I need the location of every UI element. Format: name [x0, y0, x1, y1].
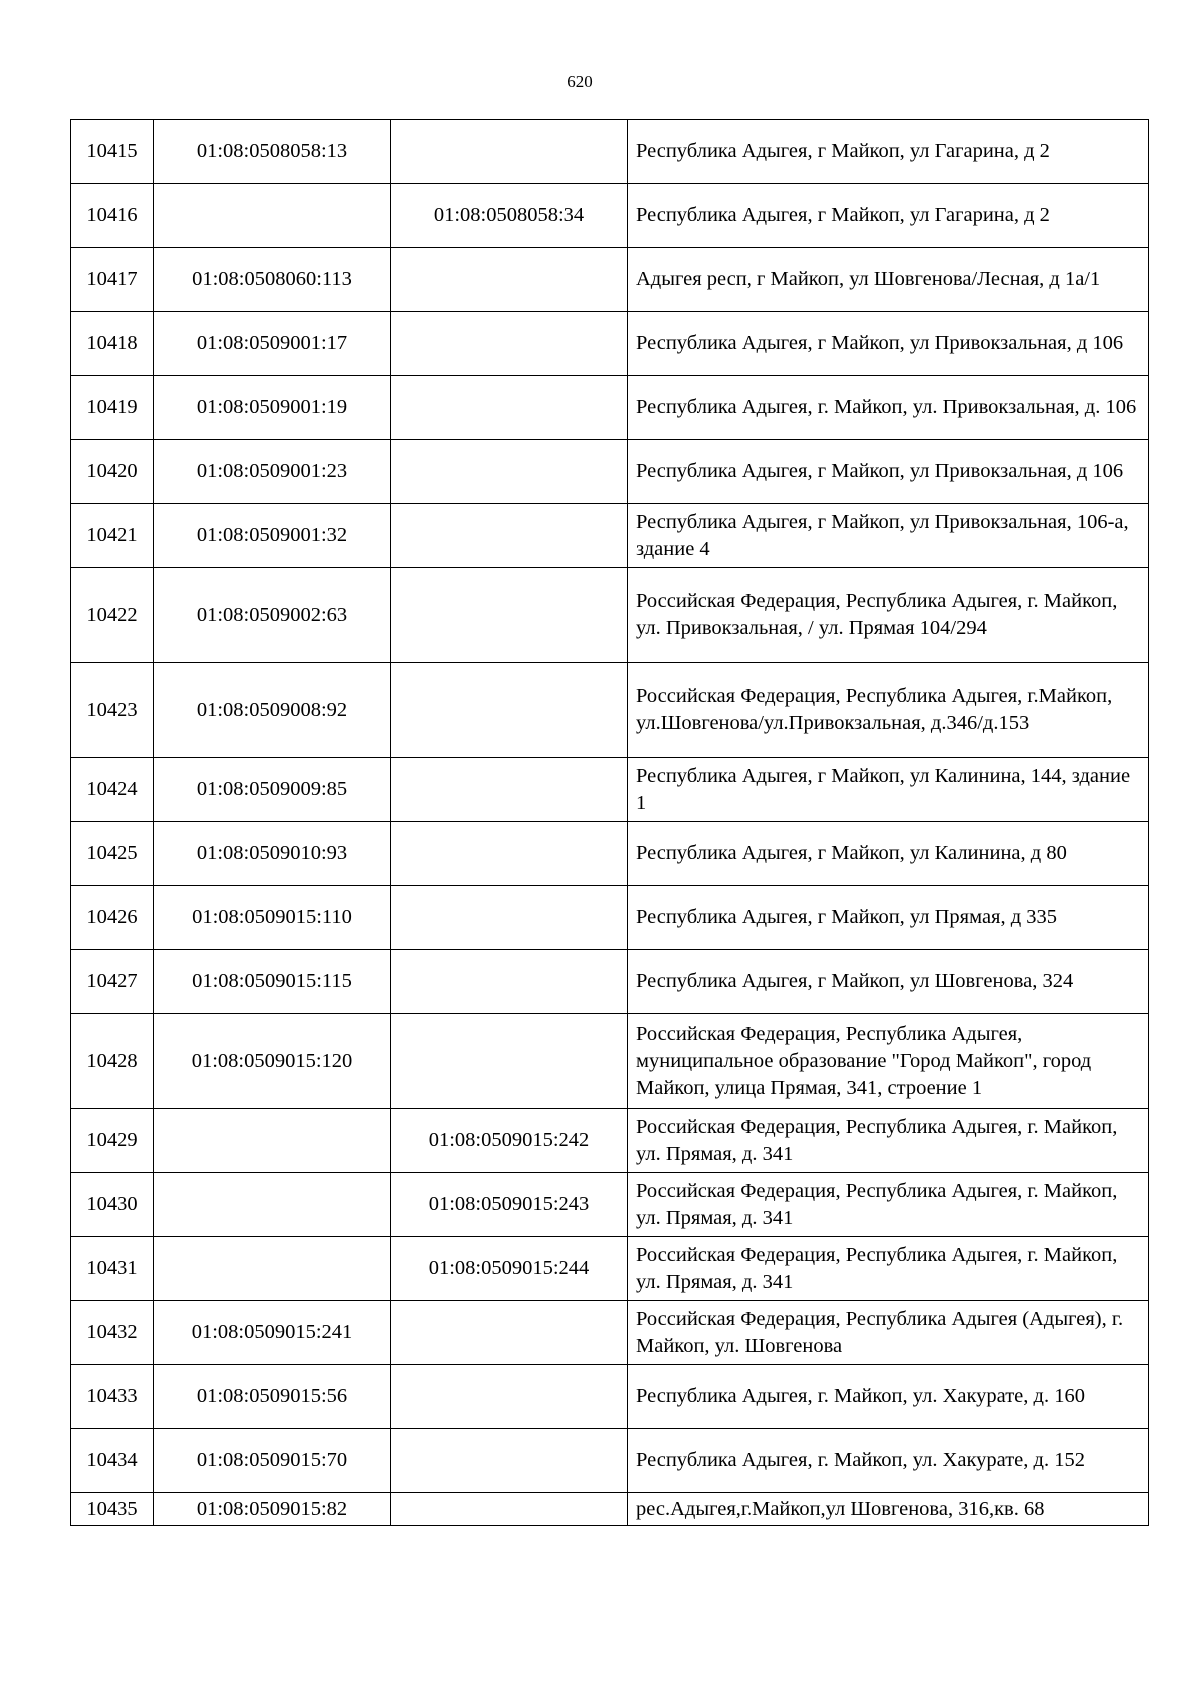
row-number-cell: 10424 [71, 758, 154, 822]
table-row [71, 663, 1149, 758]
address-cell: Республика Адыгея, г Майкоп, ул Привокзальная, 106-а, здание 4 [628, 504, 1149, 568]
cadastral-number-cell: 01:08:0509001:23 [154, 440, 391, 504]
related-cadastral-number-cell [391, 568, 628, 663]
row-number-cell: 10431 [71, 1237, 154, 1301]
address-cell: Республика Адыгея, г Майкоп, ул Калинина, д 80 [628, 822, 1149, 886]
related-cadastral-number-cell [391, 504, 628, 568]
row-number-cell: 10415 [71, 120, 154, 184]
row-number-cell: 10435 [71, 1493, 154, 1526]
address-cell: Республика Адыгея, г Майкоп, ул Привокзальная, д 106 [628, 440, 1149, 504]
related-cadastral-number-cell: 01:08:0508058:34 [391, 184, 628, 248]
table-row [71, 120, 1149, 184]
related-cadastral-number-cell [391, 758, 628, 822]
table-row [71, 758, 1149, 822]
related-cadastral-number-cell [391, 312, 628, 376]
table-row [71, 504, 1149, 568]
table-row [71, 1493, 1149, 1526]
cadastral-number-cell: 01:08:0509015:110 [154, 886, 391, 950]
address-cell: Российская Федерация, Республика Адыгея, г. Майкоп, ул. Прямая, д. 341 [628, 1173, 1149, 1237]
cadastral-number-cell: 01:08:0509009:85 [154, 758, 391, 822]
table-row [71, 568, 1149, 663]
table-row [71, 248, 1149, 312]
related-cadastral-number-cell: 01:08:0509015:244 [391, 1237, 628, 1301]
related-cadastral-number-cell [391, 1429, 628, 1493]
row-number-cell: 10432 [71, 1301, 154, 1365]
row-number-cell: 10416 [71, 184, 154, 248]
related-cadastral-number-cell [391, 663, 628, 758]
registry-table [70, 119, 1149, 1526]
cadastral-number-cell: 01:08:0509001:17 [154, 312, 391, 376]
table-row [71, 950, 1149, 1014]
address-cell: Российская Федерация, Республика Адыгея, г. Майкоп, ул. Прямая, д. 341 [628, 1109, 1149, 1173]
table-row [71, 312, 1149, 376]
related-cadastral-number-cell [391, 1365, 628, 1429]
address-cell: рес.Адыгея,г.Майкоп,ул Шовгенова, 316,кв. 68 [628, 1493, 1149, 1526]
row-number-cell: 10429 [71, 1109, 154, 1173]
related-cadastral-number-cell [391, 950, 628, 1014]
related-cadastral-number-cell [391, 1301, 628, 1365]
address-cell: Республика Адыгея, г Майкоп, ул Прямая, д 335 [628, 886, 1149, 950]
address-cell: Российская Федерация, Республика Адыгея, г.Майкоп, ул.Шовгенова/ул.Привокзальная, д.346/д.153 [628, 663, 1149, 758]
row-number-cell: 10425 [71, 822, 154, 886]
address-cell: Республика Адыгея, г Майкоп, ул Привокзальная, д 106 [628, 312, 1149, 376]
address-cell: Российская Федерация, Республика Адыгея, муниципальное образование "Город Майкоп", город Майкоп, улица Прямая, 341, строение 1 [628, 1014, 1149, 1109]
address-cell: Российская Федерация, Республика Адыгея (Адыгея), г. Майкоп, ул. Шовгенова [628, 1301, 1149, 1365]
related-cadastral-number-cell [391, 376, 628, 440]
table-row [71, 822, 1149, 886]
cadastral-number-cell [154, 1109, 391, 1173]
related-cadastral-number-cell [391, 440, 628, 504]
address-cell: Республика Адыгея, г. Майкоп, ул. Хакурате, д. 160 [628, 1365, 1149, 1429]
cadastral-number-cell: 01:08:0509015:120 [154, 1014, 391, 1109]
table-row [71, 376, 1149, 440]
related-cadastral-number-cell [391, 120, 628, 184]
address-cell: Адыгея респ, г Майкоп, ул Шовгенова/Лесная, д 1а/1 [628, 248, 1149, 312]
row-number-cell: 10434 [71, 1429, 154, 1493]
table-row [71, 1173, 1149, 1237]
cadastral-number-cell [154, 1237, 391, 1301]
cadastral-number-cell: 01:08:0509015:70 [154, 1429, 391, 1493]
cadastral-number-cell: 01:08:0508060:113 [154, 248, 391, 312]
row-number-cell: 10426 [71, 886, 154, 950]
address-cell: Республика Адыгея, г. Майкоп, ул. Привокзальная, д. 106 [628, 376, 1149, 440]
cadastral-number-cell [154, 184, 391, 248]
related-cadastral-number-cell: 01:08:0509015:243 [391, 1173, 628, 1237]
address-cell: Республика Адыгея, г Майкоп, ул Шовгенова, 324 [628, 950, 1149, 1014]
row-number-cell: 10420 [71, 440, 154, 504]
related-cadastral-number-cell [391, 886, 628, 950]
row-number-cell: 10430 [71, 1173, 154, 1237]
address-cell: Республика Адыгея, г Майкоп, ул Гагарина, д 2 [628, 120, 1149, 184]
registry-table-body [71, 120, 1149, 1526]
related-cadastral-number-cell [391, 1493, 628, 1526]
address-cell: Российская Федерация, Республика Адыгея, г. Майкоп, ул. Привокзальная, / ул. Прямая 104/294 [628, 568, 1149, 663]
cadastral-number-cell: 01:08:0509001:19 [154, 376, 391, 440]
cadastral-number-cell: 01:08:0509002:63 [154, 568, 391, 663]
table-row [71, 1429, 1149, 1493]
related-cadastral-number-cell [391, 822, 628, 886]
row-number-cell: 10417 [71, 248, 154, 312]
cadastral-number-cell: 01:08:0509015:56 [154, 1365, 391, 1429]
table-row [71, 1014, 1149, 1109]
row-number-cell: 10427 [71, 950, 154, 1014]
row-number-cell: 10421 [71, 504, 154, 568]
cadastral-number-cell: 01:08:0508058:13 [154, 120, 391, 184]
table-row [71, 1365, 1149, 1429]
row-number-cell: 10419 [71, 376, 154, 440]
cadastral-number-cell: 01:08:0509015:115 [154, 950, 391, 1014]
table-row [71, 184, 1149, 248]
address-cell: Республика Адыгея, г. Майкоп, ул. Хакурате, д. 152 [628, 1429, 1149, 1493]
address-cell: Республика Адыгея, г Майкоп, ул Калинина, 144, здание 1 [628, 758, 1149, 822]
cadastral-number-cell [154, 1173, 391, 1237]
table-row [71, 1301, 1149, 1365]
table-row [71, 440, 1149, 504]
cadastral-number-cell: 01:08:0509001:32 [154, 504, 391, 568]
row-number-cell: 10433 [71, 1365, 154, 1429]
related-cadastral-number-cell: 01:08:0509015:242 [391, 1109, 628, 1173]
cadastral-number-cell: 01:08:0509010:93 [154, 822, 391, 886]
table-row [71, 1237, 1149, 1301]
page-number: 620 [567, 72, 593, 91]
address-cell: Республика Адыгея, г Майкоп, ул Гагарина, д 2 [628, 184, 1149, 248]
cadastral-number-cell: 01:08:0509008:92 [154, 663, 391, 758]
cadastral-number-cell: 01:08:0509015:241 [154, 1301, 391, 1365]
related-cadastral-number-cell [391, 1014, 628, 1109]
row-number-cell: 10428 [71, 1014, 154, 1109]
address-cell: Российская Федерация, Республика Адыгея, г. Майкоп, ул. Прямая, д. 341 [628, 1237, 1149, 1301]
row-number-cell: 10422 [71, 568, 154, 663]
row-number-cell: 10423 [71, 663, 154, 758]
table-row [71, 886, 1149, 950]
related-cadastral-number-cell [391, 248, 628, 312]
row-number-cell: 10418 [71, 312, 154, 376]
table-row [71, 1109, 1149, 1173]
cadastral-number-cell: 01:08:0509015:82 [154, 1493, 391, 1526]
